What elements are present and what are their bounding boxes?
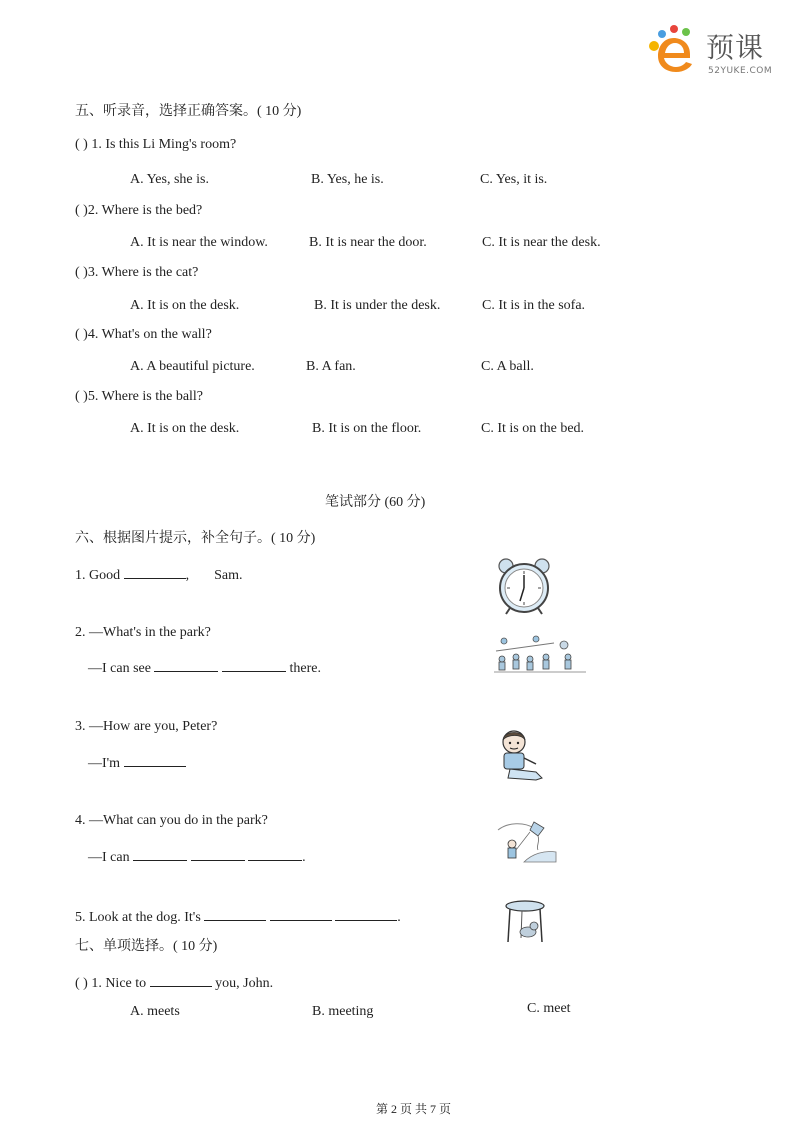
section6-heading: 六、根据图片提示，补全句子。( 10 分) bbox=[75, 531, 316, 546]
s6-q1-text-a: 1. Good bbox=[75, 568, 121, 583]
s7-q1-blank[interactable] bbox=[150, 972, 212, 987]
s6-q3-blank[interactable] bbox=[124, 752, 186, 767]
page-footer: 第 2 页 共 7 页 bbox=[376, 1102, 452, 1116]
s5-q2-option-a: A. It is near the window. bbox=[130, 235, 268, 250]
s5-q2-option-c: C. It is near the desk. bbox=[482, 235, 601, 250]
s5-q2-stem: ( )2. Where is the bed? bbox=[75, 203, 203, 218]
s6-q4-blank-3[interactable] bbox=[248, 846, 302, 861]
s7-q1-text-b: you, John. bbox=[215, 976, 274, 991]
s5-q1-option-b: B. Yes, he is. bbox=[311, 172, 384, 187]
s5-q2-option-b: B. It is near the door. bbox=[309, 235, 427, 250]
s6-q1-text-c: Sam. bbox=[214, 568, 243, 583]
s6-q4-line1: 4. —What can you do in the park? bbox=[75, 813, 268, 828]
s6-q5-blank-3[interactable] bbox=[335, 906, 397, 921]
s6-q2-line2 bbox=[88, 657, 321, 678]
s6-q3-line2 bbox=[88, 752, 186, 773]
s5-q4-option-b: B. A fan. bbox=[306, 359, 356, 374]
s6-q4-line2 bbox=[88, 846, 306, 867]
s5-q3-option-b: B. It is under the desk. bbox=[314, 298, 441, 313]
s6-q5-blank-1[interactable] bbox=[204, 906, 266, 921]
s5-q3-option-c: C. It is in the sofa. bbox=[482, 298, 586, 313]
s6-q3-line1: 3. —How are you, Peter? bbox=[75, 719, 218, 734]
section5-heading: 五、听录音，选择正确答案。( 10 分) bbox=[75, 104, 302, 119]
logo-e-icon bbox=[646, 22, 706, 80]
s6-q3-text: —I'm bbox=[88, 756, 121, 771]
s7-q1-text-a: ( ) 1. Nice to bbox=[75, 976, 147, 991]
s5-q4-option-c: C. A ball. bbox=[481, 359, 534, 374]
s6-q2-line1: 2. —What's in the park? bbox=[75, 625, 211, 640]
s6-q4-text: —I can bbox=[88, 850, 130, 865]
s6-q2-blank-1[interactable] bbox=[154, 657, 218, 672]
s6-q5-text: 5. Look at the dog. It's bbox=[75, 910, 201, 925]
s5-q1-option-c: C. Yes, it is. bbox=[480, 172, 548, 187]
written-part-title: 笔试部分 (60 分) bbox=[325, 495, 426, 510]
s6-q2-text-a: —I can see bbox=[88, 661, 151, 676]
s5-q1-option-a: A. Yes, she is. bbox=[130, 172, 209, 187]
s7-q1-option-a: A. meets bbox=[130, 1004, 180, 1019]
s6-q1-comma: , bbox=[185, 568, 190, 583]
s5-q1-stem: ( ) 1. Is this Li Ming's room? bbox=[75, 137, 237, 152]
s5-q5-option-c: C. It is on the bed. bbox=[481, 421, 585, 436]
alarm-clock-icon bbox=[494, 556, 554, 616]
s6-q4-end: . bbox=[302, 850, 306, 865]
s5-q4-option-a: A. A beautiful picture. bbox=[130, 359, 255, 374]
section7-heading: 七、单项选择。( 10 分) bbox=[75, 939, 218, 954]
logo bbox=[646, 22, 776, 80]
s6-q5 bbox=[75, 906, 401, 927]
s6-q2-blank-2[interactable] bbox=[222, 657, 286, 672]
kite-flying-icon bbox=[494, 818, 560, 870]
s7-q1-option-c: C. meet bbox=[527, 1001, 571, 1016]
s6-q4-blank-1[interactable] bbox=[133, 846, 187, 861]
s6-q4-blank-2[interactable] bbox=[191, 846, 245, 861]
s7-q1-option-b: B. meeting bbox=[312, 1004, 374, 1019]
s6-q1 bbox=[75, 564, 243, 585]
s5-q5-option-b: B. It is on the floor. bbox=[312, 421, 422, 436]
s7-q1-stem bbox=[75, 972, 273, 993]
park-scene-icon bbox=[494, 633, 586, 675]
s5-q3-stem: ( )3. Where is the cat? bbox=[75, 265, 199, 280]
s6-q2-text-b: there. bbox=[289, 661, 321, 676]
s5-q3-option-a: A. It is on the desk. bbox=[130, 298, 240, 313]
s5-q5-option-a: A. It is on the desk. bbox=[130, 421, 240, 436]
logo-url: 52YUKE.COM bbox=[708, 66, 773, 76]
logo-name: 预课 bbox=[706, 31, 765, 64]
boy-sitting-icon bbox=[496, 728, 548, 784]
s5-q4-stem: ( )4. What's on the wall? bbox=[75, 327, 212, 342]
dog-under-table-icon bbox=[502, 898, 548, 944]
s6-q5-end: . bbox=[397, 910, 401, 925]
s6-q5-blank-2[interactable] bbox=[270, 906, 332, 921]
s6-q1-blank[interactable] bbox=[124, 564, 186, 579]
s5-q5-stem: ( )5. Where is the ball? bbox=[75, 389, 204, 404]
